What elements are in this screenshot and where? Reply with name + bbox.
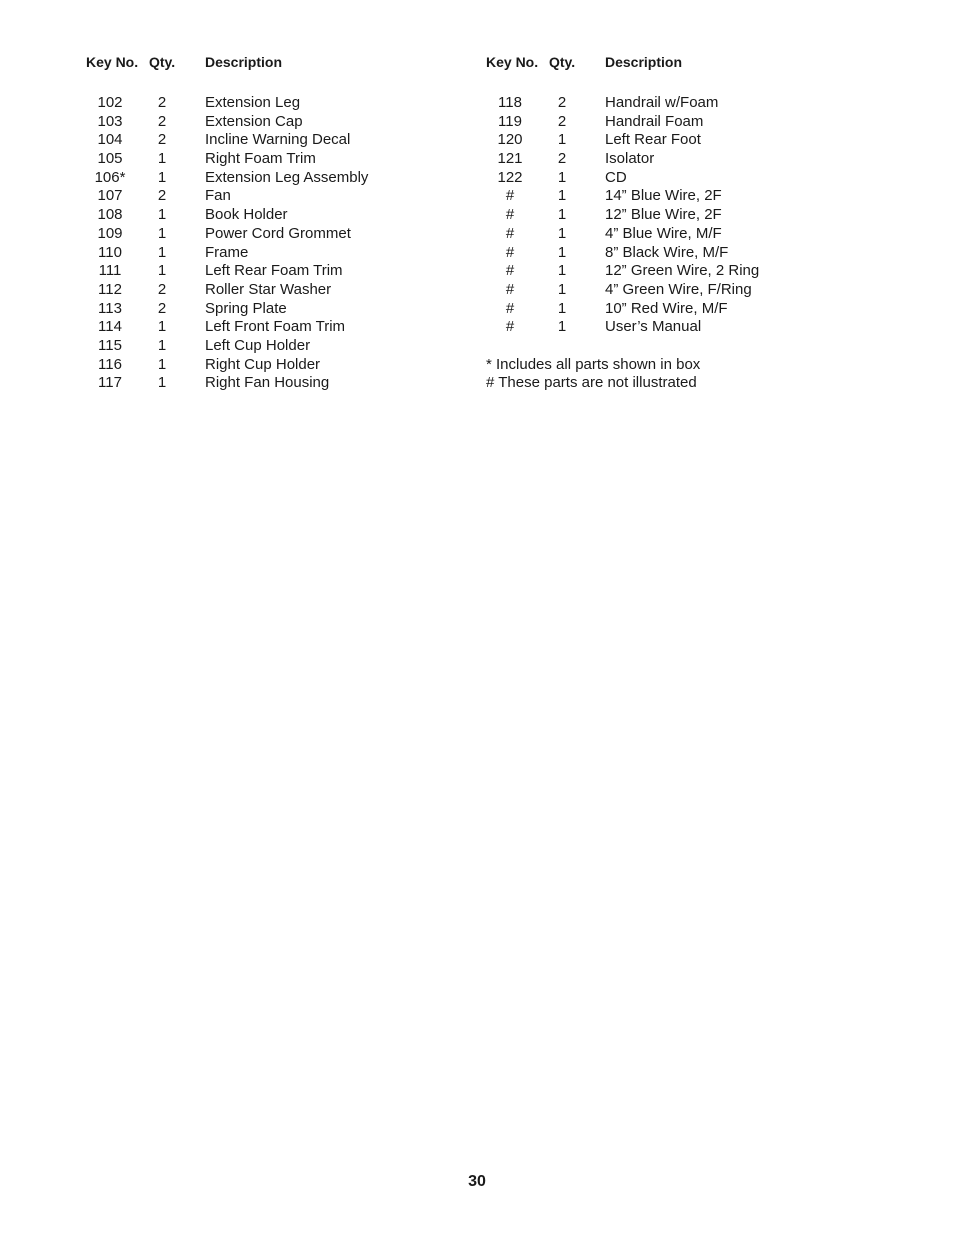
- part-key-number: 104: [97, 131, 123, 149]
- part-key-number: 119: [498, 112, 522, 130]
- part-row: [86, 94, 466, 113]
- footnotes: [486, 356, 886, 393]
- part-description: 4” Green Wire, F/Ring: [605, 280, 752, 298]
- part-quantity: 1: [557, 299, 567, 317]
- parts-list-header-left: [86, 54, 466, 74]
- note-included-in-box: * Includes all parts shown in box: [486, 355, 701, 373]
- part-description: Left Front Foam Trim: [205, 318, 346, 336]
- description-header: Description: [205, 54, 283, 70]
- part-quantity: 1: [157, 206, 167, 224]
- part-key-number: 122: [497, 168, 523, 186]
- part-row: [86, 113, 466, 132]
- parts-rows-right: [486, 94, 886, 337]
- part-row: [486, 131, 886, 150]
- part-quantity: 1: [157, 262, 167, 280]
- part-quantity: 2: [557, 112, 567, 130]
- parts-list-header-right: [486, 54, 886, 74]
- part-description: Left Rear Foot: [605, 131, 701, 149]
- part-quantity: 1: [557, 280, 567, 298]
- part-key-number: 118: [498, 94, 522, 111]
- part-key-number: 105: [97, 150, 123, 168]
- part-key-number: 114: [98, 318, 122, 336]
- part-quantity: 2: [557, 94, 567, 111]
- part-key-number: 110: [98, 243, 122, 261]
- part-description: Spring Plate: [205, 299, 287, 317]
- part-description: Isolator: [605, 150, 655, 168]
- part-row: [486, 169, 886, 188]
- part-key-number: 117: [98, 374, 122, 392]
- part-quantity: 1: [557, 206, 567, 224]
- part-quantity: 1: [157, 355, 167, 373]
- part-quantity: 2: [157, 112, 167, 130]
- part-key-number: 102: [97, 94, 123, 111]
- part-row: [486, 318, 886, 337]
- part-key-number: #: [505, 299, 515, 317]
- key-no-header: Key No.: [486, 54, 539, 70]
- part-key-number: 121: [497, 150, 523, 168]
- part-key-number: 106*: [94, 168, 126, 186]
- part-quantity: 1: [157, 150, 167, 168]
- part-quantity: 1: [557, 187, 567, 205]
- part-description: 10” Red Wire, M/F: [605, 299, 728, 317]
- part-row: [86, 150, 466, 169]
- part-description: Book Holder: [205, 206, 288, 224]
- part-key-number: #: [505, 206, 515, 224]
- part-quantity: 1: [157, 168, 167, 186]
- part-row: [486, 262, 886, 281]
- part-key-number: 103: [97, 112, 123, 130]
- part-row: [486, 300, 886, 319]
- part-description: Fan: [205, 187, 231, 205]
- part-row: [86, 206, 466, 225]
- part-row: [86, 356, 466, 375]
- parts-list-left: [86, 54, 466, 393]
- part-row: [86, 225, 466, 244]
- part-quantity: 1: [557, 168, 567, 186]
- part-key-number: 108: [97, 206, 123, 224]
- part-row: [86, 300, 466, 319]
- part-description: 4” Blue Wire, M/F: [605, 224, 722, 242]
- part-quantity: 1: [557, 262, 567, 280]
- part-key-number: 109: [97, 224, 123, 242]
- part-description: Extension Cap: [205, 112, 303, 130]
- part-key-number: 120: [497, 131, 523, 149]
- qty-header: Qty.: [149, 54, 176, 70]
- part-description: Right Cup Holder: [205, 355, 321, 373]
- part-key-number: 112: [98, 280, 122, 298]
- part-quantity: 1: [557, 243, 567, 261]
- part-row: [86, 169, 466, 188]
- part-key-number: #: [505, 224, 515, 242]
- part-key-number: #: [505, 243, 515, 261]
- part-quantity: 1: [557, 318, 567, 336]
- qty-header: Qty.: [549, 54, 576, 70]
- part-row: [486, 150, 886, 169]
- parts-list-right: [486, 54, 886, 393]
- part-row: [86, 318, 466, 337]
- part-description: User’s Manual: [605, 318, 702, 336]
- part-description: 12” Blue Wire, 2F: [605, 206, 722, 224]
- part-row: [86, 187, 466, 206]
- part-row: [486, 206, 886, 225]
- part-row: [486, 244, 886, 263]
- part-row: [486, 281, 886, 300]
- part-key-number: 107: [97, 187, 123, 205]
- part-key-number: 113: [98, 299, 122, 317]
- part-quantity: 1: [157, 224, 167, 242]
- part-description: 8” Black Wire, M/F: [605, 243, 729, 261]
- part-description: 14” Blue Wire, 2F: [605, 187, 722, 205]
- part-description: Left Rear Foam Trim: [205, 262, 343, 280]
- part-description: Handrail w/Foam: [605, 94, 719, 111]
- key-no-header: Key No.: [86, 54, 139, 70]
- part-key-number: #: [505, 262, 515, 280]
- part-quantity: 1: [157, 374, 167, 392]
- part-quantity: 1: [557, 131, 567, 149]
- part-quantity: 2: [557, 150, 567, 168]
- page-number: 30: [468, 1173, 486, 1190]
- part-key-number: 115: [98, 336, 122, 354]
- part-description: Handrail Foam: [605, 112, 704, 130]
- parts-rows-left: [86, 94, 466, 393]
- part-description: Roller Star Washer: [205, 280, 332, 298]
- part-quantity: 1: [157, 318, 167, 336]
- note-not-illustrated: # These parts are not illustrated: [486, 374, 697, 392]
- part-description: Frame: [205, 243, 249, 261]
- part-row: [486, 94, 886, 113]
- part-quantity: 2: [157, 187, 167, 205]
- part-description: Right Fan Housing: [205, 374, 330, 392]
- part-quantity: 1: [557, 224, 567, 242]
- part-description: Power Cord Grommet: [205, 224, 351, 242]
- description-header: Description: [605, 54, 683, 70]
- part-key-number: 116: [98, 355, 122, 373]
- part-description: Right Foam Trim: [205, 150, 316, 168]
- part-quantity: 1: [157, 336, 167, 354]
- part-quantity: 1: [157, 243, 167, 261]
- part-row: [486, 187, 886, 206]
- part-row: [86, 281, 466, 300]
- part-key-number: #: [505, 318, 515, 336]
- part-description: Extension Leg: [205, 94, 301, 111]
- part-key-number: 111: [98, 262, 122, 280]
- part-description: 12” Green Wire, 2 Ring: [605, 262, 760, 280]
- part-quantity: 2: [157, 94, 167, 111]
- part-row: [86, 337, 466, 356]
- part-description: Extension Leg Assembly: [205, 168, 369, 186]
- part-quantity: 2: [157, 280, 167, 298]
- part-row: [486, 113, 886, 132]
- part-description: Incline Warning Decal: [205, 131, 351, 149]
- part-key-number: #: [505, 280, 515, 298]
- part-row: [86, 131, 466, 150]
- part-description: Left Cup Holder: [205, 336, 311, 354]
- part-row: [86, 374, 466, 393]
- part-row: [486, 225, 886, 244]
- part-row: [86, 244, 466, 263]
- part-quantity: 2: [157, 299, 167, 317]
- part-row: [86, 262, 466, 281]
- part-key-number: #: [505, 187, 515, 205]
- part-quantity: 2: [157, 131, 167, 149]
- part-description: CD: [605, 168, 627, 186]
